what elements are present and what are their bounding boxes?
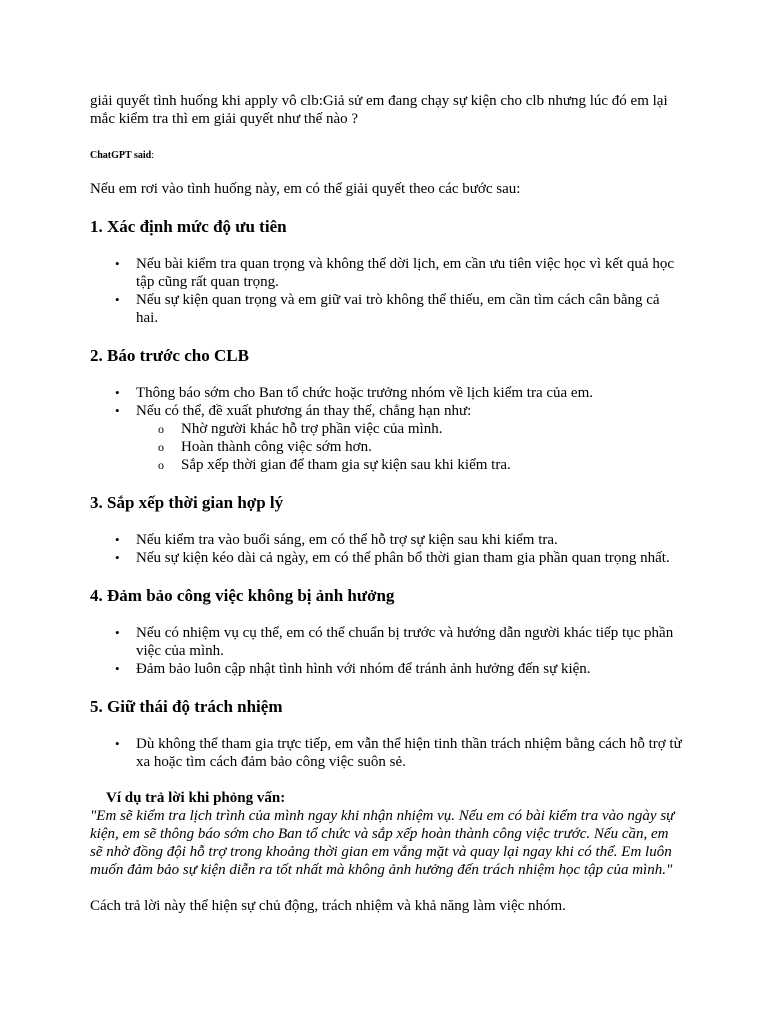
bullet-list [90, 735, 682, 771]
list-item [115, 735, 682, 771]
list-item-text: Nếu có thể, đề xuất phương án thay thế, chẳng hạn như: [136, 403, 472, 419]
bullet-icon: • [115, 625, 120, 640]
list-item-text: Nếu bài kiểm tra quan trọng và không thể dời lịch, em cần ưu tiên việc học vì kết quả học tập cũng rất quan trọng. [136, 256, 674, 290]
example-title: Ví dụ trả lời khi phỏng vấn: [106, 790, 286, 806]
speaker-colon: : [151, 150, 155, 161]
bullet-icon: • [115, 532, 120, 547]
document-page [90, 92, 682, 915]
list-item [115, 549, 682, 567]
bullet-icon: • [115, 292, 120, 307]
list-item [115, 531, 682, 549]
section-heading: 4. Đảm bảo công việc không bị ảnh hưởng [90, 586, 395, 605]
sub-list-item [158, 456, 682, 474]
list-item-text: Nếu có nhiệm vụ cụ thể, em có thể chuẩn bị trước và hướng dẫn người khác tiếp tục phần việc của mình. [136, 625, 674, 659]
bullet-icon: • [115, 256, 120, 271]
section-heading: 1. Xác định mức độ ưu tiên [90, 217, 287, 236]
list-item [115, 384, 682, 402]
list-item-text: Đảm bảo luôn cập nhật tình hình với nhóm để tránh ảnh hưởng đến sự kiện. [136, 661, 591, 677]
bullet-icon: • [115, 550, 120, 565]
list-item-text: Nếu sự kiện quan trọng và em giữ vai trò không thể thiếu, em cần tìm cách cân bằng cả hai. [136, 292, 660, 326]
section-heading: 5. Giữ thái độ trách nhiệm [90, 697, 283, 716]
bullet-list [90, 255, 682, 327]
sub-list-item-text: Hoàn thành công việc sớm hơn. [181, 439, 372, 455]
bullet-icon: • [115, 661, 120, 676]
list-item [115, 291, 682, 327]
bullet-list [90, 531, 682, 567]
list-item [115, 255, 682, 291]
sub-list-item-text: Sắp xếp thời gian để tham gia sự kiện sau khi kiểm tra. [181, 457, 511, 473]
speaker-label [90, 150, 682, 162]
list-item-text: Thông báo sớm cho Ban tổ chức hoặc trưởng nhóm về lịch kiểm tra của em. [136, 385, 594, 401]
example-quote: "Em sẽ kiểm tra lịch trình của mình ngay khi nhận nhiệm vụ. Nếu em có bài kiểm tra vào ngày sự kiện, em sẽ thông báo sớm cho Ban tổ chức và sắp xếp hoàn thành công việc trước. Nếu cần, em sẽ nhờ đồng đội hỗ trợ trong khoảng thời gian em vắng mặt và quay lại ngay khi có thể. Em luôn muốn đảm bảo sự kiện diễn ra tốt nhất mà không ảnh hưởng đến trách nhiệm học tập của mình." [90, 808, 675, 878]
sub-list-item [158, 438, 682, 456]
circle-bullet-icon: o [158, 422, 164, 436]
answer-intro: Nếu em rơi vào tình huống này, em có thể giải quyết theo các bước sau: [90, 181, 521, 197]
list-item [115, 624, 682, 660]
user-question: giải quyết tình huống khi apply vô clb:Giả sử em đang chạy sự kiện cho clb nhưng lúc đó em lại mắc kiểm tra thì em giải quyết như thế nào ? [90, 93, 668, 127]
bullet-list [90, 384, 682, 474]
list-item [115, 660, 682, 678]
bullet-list [90, 624, 682, 678]
conclusion: Cách trả lời này thể hiện sự chủ động, trách nhiệm và khả năng làm việc nhóm. [90, 898, 566, 914]
list-item-text: Dù không thể tham gia trực tiếp, em vẫn thể hiện tinh thần trách nhiệm bằng cách hỗ trợ từ xa hoặc tìm cách đảm bảo công việc suôn sẻ. [136, 736, 682, 770]
section-heading: 3. Sắp xếp thời gian hợp lý [90, 493, 284, 512]
speaker-name: ChatGPT said [90, 150, 152, 161]
bullet-icon: • [115, 736, 120, 751]
list-item [115, 402, 682, 474]
list-item-text: Nếu sự kiện kéo dài cả ngày, em có thể phân bổ thời gian tham gia phần quan trọng nhất. [136, 550, 670, 566]
circle-bullet-icon: o [158, 440, 164, 454]
circle-bullet-icon: o [158, 458, 164, 472]
sub-list [136, 420, 682, 474]
section-heading: 2. Báo trước cho CLB [90, 346, 249, 365]
bullet-icon: • [115, 385, 120, 400]
sub-list-item-text: Nhờ người khác hỗ trợ phần việc của mình. [181, 421, 443, 437]
sub-list-item [158, 420, 682, 438]
bullet-icon: • [115, 403, 120, 418]
list-item-text: Nếu kiểm tra vào buổi sáng, em có thể hỗ trợ sự kiện sau khi kiểm tra. [136, 532, 558, 548]
answer-sections [90, 216, 682, 771]
